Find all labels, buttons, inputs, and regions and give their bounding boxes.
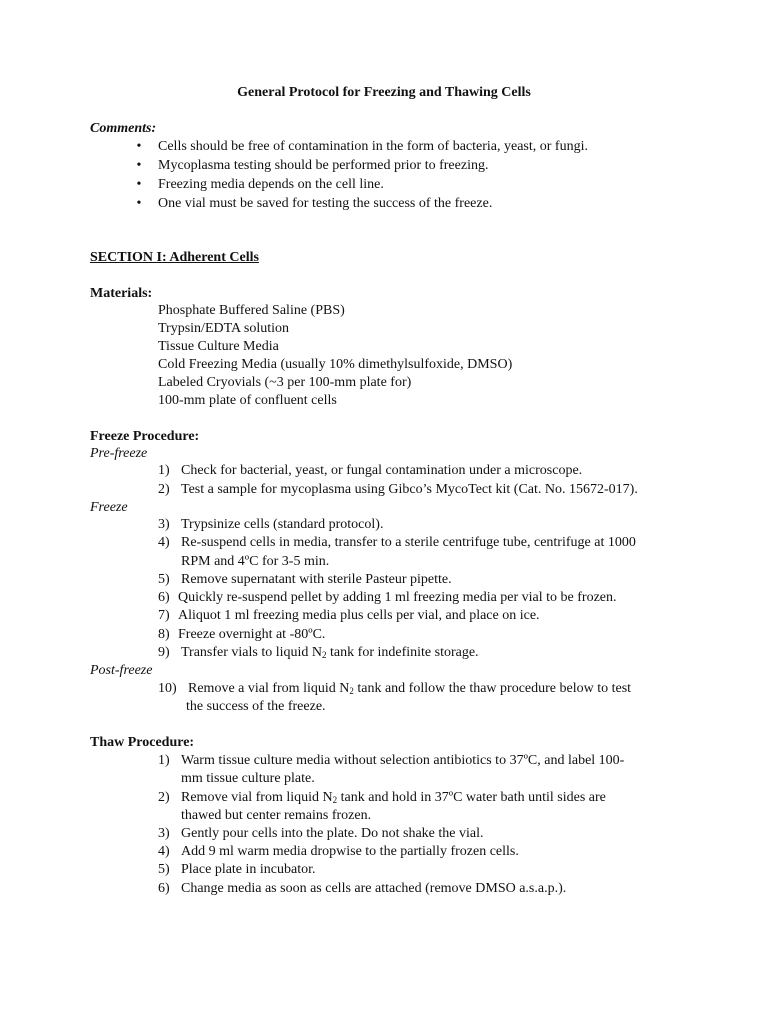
bullet-icon: •: [136, 139, 142, 154]
thaw-step-text: tank and hold in 37ºC water bath until sides are: [337, 790, 606, 805]
freeze-step-text: Transfer vials to liquid N: [181, 645, 323, 660]
subscript-2: 2: [349, 686, 354, 696]
bullet-icon: •: [136, 196, 142, 211]
material-item: Tissue Culture Media: [158, 339, 279, 354]
step-number: 5): [158, 862, 170, 877]
freeze-step-continued: RPM and 4ºC for 3-5 min.: [181, 554, 330, 569]
subscript-2: 2: [332, 795, 338, 805]
thaw-step: Change media as soon as cells are attached (remove DMSO a.s.a.p.).: [181, 881, 567, 896]
thaw-step: Gently pour cells into the plate. Do not shake the vial.: [181, 826, 484, 841]
step-number: 9): [158, 645, 170, 660]
postfreeze-label: Post-freeze: [90, 663, 153, 678]
comment-item: Freezing media depends on the cell line.: [158, 177, 384, 192]
bullet-icon: •: [136, 177, 142, 192]
material-item: Cold Freezing Media (usually 10% dimethylsulfoxide, DMSO): [158, 357, 513, 372]
step-number: 1): [158, 463, 170, 478]
step-number: 8): [158, 627, 170, 642]
step-number: 2): [158, 790, 170, 805]
prefreeze-label: Pre-freeze: [90, 446, 148, 461]
comment-item: Mycoplasma testing should be performed prior to freezing.: [158, 158, 489, 173]
freeze-step: Check for bacterial, yeast, or fungal contamination under a microscope.: [181, 463, 583, 478]
page-title: General Protocol for Freezing and Thawing Cells: [237, 85, 531, 100]
freeze-step: Test a sample for mycoplasma using Gibco’s MycoTect kit (Cat. No. 15672-017).: [181, 482, 638, 497]
section-heading: SECTION I: Adherent Cells: [90, 250, 259, 265]
freeze-step: Re-suspend cells in media, transfer to a sterile centrifuge tube, centrifuge at 1000: [181, 535, 636, 550]
step-number: 4): [158, 535, 170, 550]
step-number: 5): [158, 572, 170, 587]
freeze-step: Trypsinize cells (standard protocol).: [181, 517, 384, 532]
freeze-step-text: tank and follow the thaw procedure below to test: [353, 681, 632, 696]
step-number: 3): [158, 517, 170, 532]
freeze-label: Freeze: [90, 500, 128, 515]
comments-heading: Comments:: [90, 121, 157, 136]
freeze-step: Aliquot 1 ml freezing media plus cells per vial, and place on ice.: [178, 608, 540, 623]
step-number: 7): [158, 608, 170, 623]
material-item: Trypsin/EDTA solution: [158, 321, 289, 336]
freeze-step: Quickly re-suspend pellet by adding 1 ml freezing media per vial to be frozen.: [178, 590, 617, 605]
bullet-icon: •: [136, 158, 142, 173]
step-number: 10): [158, 681, 177, 696]
thaw-step: Warm tissue culture media without selection antibiotics to 37ºC, and label 100-: [181, 753, 625, 768]
step-number: 3): [158, 826, 170, 841]
thaw-procedure-heading: Thaw Procedure:: [90, 735, 195, 750]
thaw-step: Add 9 ml warm media dropwise to the partially frozen cells.: [181, 844, 519, 859]
material-item: 100-mm plate of confluent cells: [158, 393, 337, 408]
material-item: Phosphate Buffered Saline (PBS): [158, 303, 345, 318]
freeze-step-text: Remove a vial from liquid N: [188, 681, 350, 696]
materials-heading: Materials:: [90, 286, 153, 301]
comment-item: One vial must be saved for testing the success of the freeze.: [158, 196, 493, 211]
freeze-step: [188, 680, 631, 698]
freeze-step-continued: the success of the freeze.: [186, 699, 326, 714]
comment-item: Cells should be free of contamination in the form of bacteria, yeast, or fungi.: [158, 139, 588, 154]
freeze-step-text: tank for indefinite storage.: [326, 645, 479, 660]
thaw-step-continued: mm tissue culture plate.: [181, 771, 315, 786]
step-number: 6): [158, 881, 170, 896]
thaw-step-text: Remove vial from liquid N: [181, 790, 333, 805]
step-number: 2): [158, 482, 170, 497]
step-number: 4): [158, 844, 170, 859]
thaw-step: Place plate in incubator.: [181, 862, 316, 877]
thaw-step-continued: thawed but center remains frozen.: [181, 808, 372, 823]
freeze-procedure-heading: Freeze Procedure:: [90, 429, 200, 444]
subscript-2: 2: [322, 650, 327, 660]
material-item: Labeled Cryovials (~3 per 100-mm plate for): [158, 375, 412, 390]
freeze-step: Freeze overnight at -80ºC.: [178, 627, 326, 642]
step-number: 1): [158, 753, 170, 768]
thaw-step: [181, 789, 606, 807]
freeze-step: Remove supernatant with sterile Pasteur pipette.: [181, 572, 452, 587]
step-number: 6): [158, 590, 170, 605]
freeze-step: [181, 644, 479, 662]
